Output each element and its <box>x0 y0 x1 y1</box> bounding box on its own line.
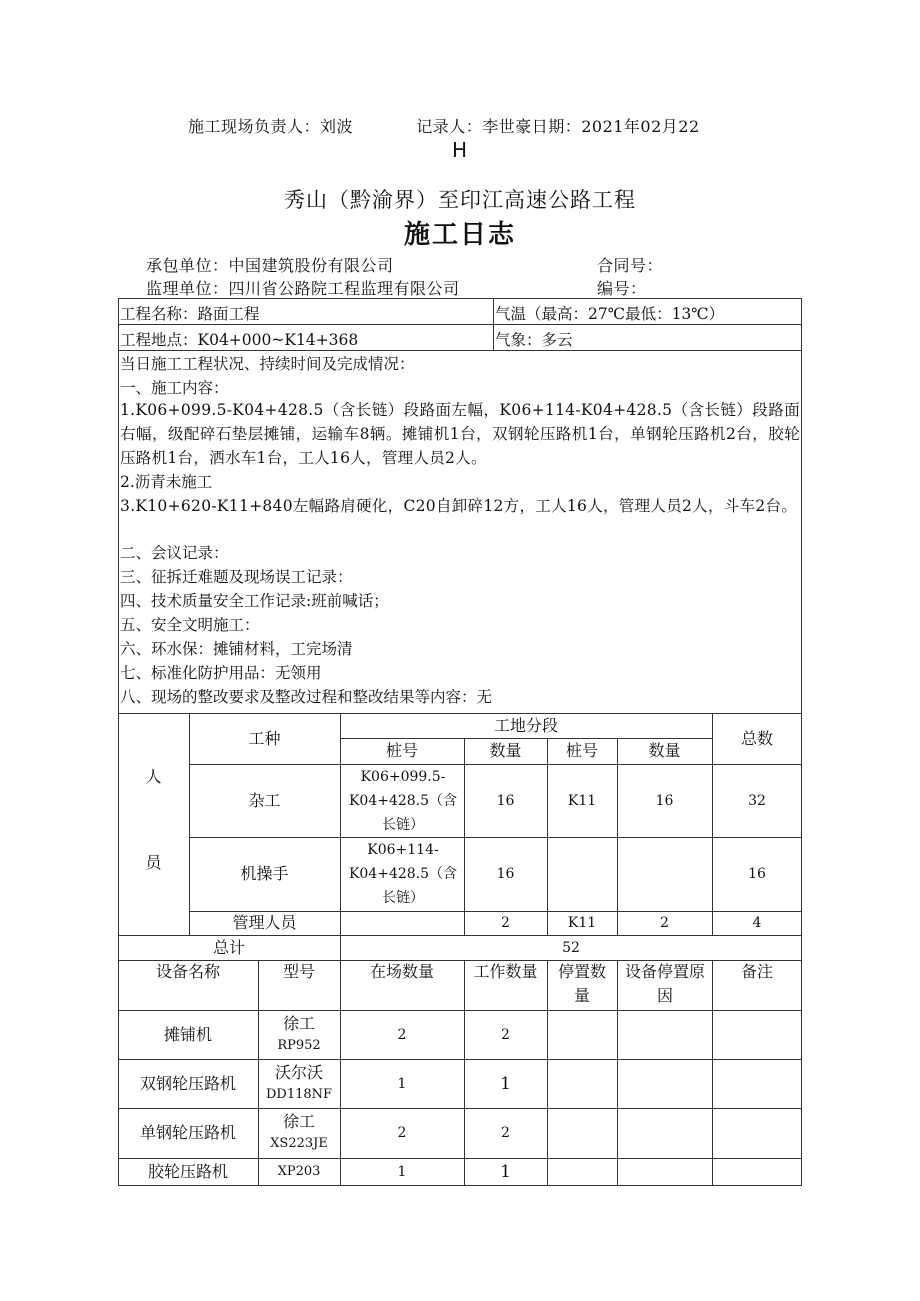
eq1-model-code: RP952 <box>277 1037 321 1053</box>
eq-header-idle: 停置数量 <box>557 962 606 1005</box>
eq4-onsite: 1 <box>397 1163 407 1180</box>
header-qty-1: 数量 <box>489 741 522 760</box>
eq-header-onsite: 在场数量 <box>369 962 434 981</box>
personnel-label-1: 人 <box>145 766 162 786</box>
supervisor: 监理单位：四川省公路院工程监理有限公司 <box>146 279 460 298</box>
eq2-onsite: 1 <box>397 1075 407 1092</box>
eq4-name: 胶轮压路机 <box>147 1161 228 1181</box>
eq2-model-code: DD118NF <box>265 1086 333 1102</box>
eq3-onsite: 2 <box>397 1125 407 1141</box>
eq1-onsite: 2 <box>397 1026 407 1043</box>
project-name: 工程名称：路面工程 <box>120 305 260 323</box>
contract-no: 合同号： <box>597 256 664 275</box>
row3-qty-1: 2 <box>501 915 510 931</box>
content-heading: 当日施工工程状况、持续时间及完成情况： <box>120 355 415 373</box>
row1-total: 32 <box>748 792 766 809</box>
row1-qty-1: 16 <box>496 792 515 809</box>
row2-stake-1: K06+114-K04+428.5（含长链） <box>348 842 458 906</box>
eq2-model <box>258 1059 340 1108</box>
row2-total: 16 <box>748 866 766 882</box>
contractor: 承包单位：中国建筑股份有限公司 <box>146 256 394 275</box>
eq3-model <box>258 1108 340 1158</box>
stray-character: H <box>452 138 468 162</box>
eq2-model-brand: 沃尔沃 <box>274 1062 323 1082</box>
item-3: 3.K10+620-K11+840左幅路肩硬化，C20自卸碎12方，工人16人，管理人员2人，斗车2台。 <box>120 497 798 515</box>
header-total: 总数 <box>740 728 773 748</box>
recorder-date: 记录人：李世豪日期：2021年02月22 <box>416 117 700 136</box>
eq-header-model: 型号 <box>282 962 315 981</box>
section-8: 八、现场的整改要求及整改过程和整改结果等内容：无 <box>120 688 493 706</box>
section-1: 一、施工内容： <box>120 379 229 397</box>
row3-total: 4 <box>752 915 762 931</box>
row3-stake-1 <box>340 911 464 935</box>
row1-trade: 杂工 <box>248 790 281 810</box>
personnel-label-2: 员 <box>145 852 162 872</box>
row1-stake-2: K11 <box>567 792 597 809</box>
eq-header-reason: 设备停置原因 <box>624 962 705 1005</box>
eq2-working: 1 <box>500 1073 511 1094</box>
log-table <box>118 298 802 1186</box>
eq3-model-code: XS223JE <box>270 1136 328 1151</box>
eq3-name: 单钢轮压路机 <box>139 1123 236 1142</box>
eq1-working: 2 <box>501 1026 510 1043</box>
serial-no: 编号： <box>597 279 647 298</box>
grand-total-label: 总计 <box>212 937 245 957</box>
eq4-working: 1 <box>500 1161 511 1182</box>
section-7: 七、标准化防护用品：无领用 <box>120 664 322 682</box>
eq2-name: 双钢轮压路机 <box>139 1073 236 1093</box>
section-3: 三、征拆迁难题及现场误工记录： <box>120 568 353 586</box>
item-2: 2.沥青未施工 <box>120 473 213 491</box>
row3-qty-2: 2 <box>660 915 669 931</box>
row3-stake-2: K11 <box>567 915 597 931</box>
header-qty-2: 数量 <box>648 741 681 760</box>
section-2: 二、会议记录： <box>120 544 229 562</box>
site-manager: 施工现场负责人：刘波 <box>188 117 354 136</box>
row2-qty-2 <box>617 837 712 911</box>
header-stake-1: 桩号 <box>385 741 418 760</box>
row1-qty-2: 16 <box>655 792 674 809</box>
header-segment: 工地分段 <box>493 715 558 735</box>
grand-total-value: 52 <box>562 939 580 956</box>
eq4-model-code: XP203 <box>277 1163 321 1179</box>
eq1-model <box>258 1010 340 1059</box>
weather: 气象：多云 <box>495 331 573 349</box>
row3-trade: 管理人员 <box>232 913 297 932</box>
eq-header-note: 备注 <box>740 962 773 981</box>
eq1-model-brand: 徐工 <box>282 1013 315 1033</box>
section-6: 六、环水保：摊铺材料，工完场清 <box>120 640 353 658</box>
doc-title: 施工日志 <box>403 220 516 250</box>
eq-header-name: 设备名称 <box>155 962 220 981</box>
row2-qty-1: 16 <box>496 866 515 882</box>
row2-trade: 机操手 <box>240 864 289 883</box>
item-1: 1.K06+099.5-K04+428.5（含长链）段路面左幅，K06+114-K04+428.5（含长链）段路面右幅，级配碎石垫层摊铺，运输车8辆。摊铺机1台，双钢轮压路机1台，单钢轮压路机2台，胶轮压路机1台，洒水车1台，工人16人，管理人员2人。 <box>120 401 800 467</box>
project-title: 秀山（黔渝界）至印江高速公路工程 <box>284 188 636 212</box>
header-trade: 工种 <box>248 728 281 748</box>
row1-stake-1: K06+099.5-K04+428.5（含长链） <box>348 768 458 833</box>
section-5: 五、安全文明施工： <box>120 616 260 634</box>
project-location: 工程地点：K04+000~K14+368 <box>120 331 359 349</box>
eq-header-working: 工作数量 <box>473 962 538 981</box>
temperature: 气温（最高：27℃最低：13℃） <box>495 305 725 323</box>
header-line <box>188 114 700 137</box>
eq3-model-brand: 徐工 <box>282 1112 315 1131</box>
row2-stake-2 <box>547 837 617 911</box>
header-stake-2: 桩号 <box>565 741 598 760</box>
eq1-name: 摊铺机 <box>163 1024 212 1044</box>
section-4: 四、技术质量安全工作记录:班前喊话； <box>120 592 389 610</box>
eq3-working: 2 <box>501 1125 510 1141</box>
